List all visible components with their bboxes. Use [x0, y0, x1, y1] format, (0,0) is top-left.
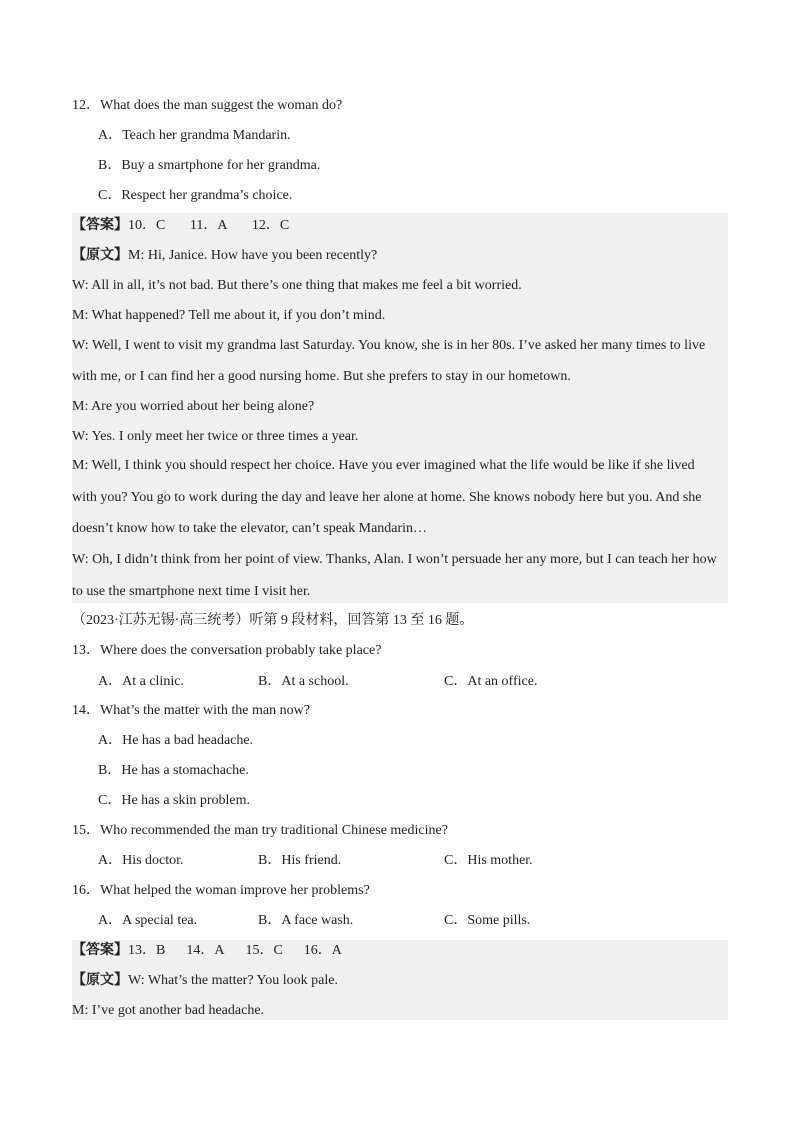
transcript-line: W: Well, I went to visit my grandma last Saturday. You know, she is in her 80s. I’ve asked her many times to live — [72, 338, 706, 353]
answer-line-2 — [72, 942, 342, 960]
transcript-line: with me, or I can find her a good nursing home. But she prefers to stay in our hometown. — [72, 369, 571, 384]
q16-option-a: A．A special tea. — [98, 913, 198, 928]
transcript-line: M: What happened? Tell me about it, if you don’t mind. — [72, 308, 386, 323]
q15-option-b: B．His friend. — [258, 853, 342, 868]
transcript-tag: 【原文】 — [72, 248, 128, 263]
q14-option-a: A．He has a bad headache. — [98, 733, 254, 748]
q13-option-b: B．At a school. — [258, 674, 349, 689]
q14-option-c: C．He has a skin problem. — [98, 793, 251, 808]
transcript-line: M: Are you worried about her being alone? — [72, 399, 315, 414]
q14-option-b: B．He has a stomachache. — [98, 763, 249, 778]
question-12: 12．What does the man suggest the woman do? — [72, 98, 343, 113]
q12-option-c: C．Respect her grandma’s choice. — [98, 188, 293, 203]
transcript-line: with you? You go to work during the day and leave her alone at home. She knows nobody here but you. And she — [72, 490, 702, 505]
question-14: 14．What’s the matter with the man now? — [72, 703, 310, 718]
transcript-line: W: All in all, it’s not bad. But there’s one thing that makes me feel a bit worried. — [72, 278, 522, 293]
transcript-line-2 — [72, 972, 338, 990]
answer-line-1 — [72, 217, 289, 235]
transcript-line: to use the smartphone next time I visit her. — [72, 584, 311, 599]
q12-option-b: B．Buy a smartphone for her grandma. — [98, 158, 321, 173]
transcript-line: W: Yes. I only meet her twice or three times a year. — [72, 429, 359, 444]
q16-option-b: B．A face wash. — [258, 913, 354, 928]
transcript-line-1 — [72, 247, 377, 265]
transcript-line: doesn’t know how to take the elevator, can’t speak Mandarin… — [72, 521, 428, 536]
answer-tag: 【答案】 — [72, 943, 128, 958]
transcript-text: M: Hi, Janice. How have you been recently? — [128, 248, 378, 263]
answer-tag: 【答案】 — [72, 218, 128, 233]
section-header: （2023·江苏无锡·高三统考）听第 9 段材料，回答第 13 至 16 题。 — [72, 613, 474, 628]
question-16: 16．What helped the woman improve her problems? — [72, 883, 370, 898]
transcript-line: M: I’ve got another bad headache. — [72, 1003, 265, 1018]
question-13: 13．Where does the conversation probably take place? — [72, 643, 382, 658]
transcript-line: M: Well, I think you should respect her choice. Have you ever imagined what the life would be like if she lived — [72, 458, 695, 473]
q15-option-a: A．His doctor. — [98, 853, 184, 868]
transcript-line: W: Oh, I didn’t think from her point of view. Thanks, Alan. I won’t persuade her any more, but I can teach her how — [72, 552, 717, 567]
q15-option-c: C．His mother. — [444, 853, 533, 868]
answer-text: 10．C 11．A 12．C — [128, 218, 290, 233]
question-15: 15．Who recommended the man try traditional Chinese medicine? — [72, 823, 448, 838]
transcript-tag: 【原文】 — [72, 973, 128, 988]
q16-option-c: C．Some pills. — [444, 913, 531, 928]
q12-option-a: A．Teach her grandma Mandarin. — [98, 128, 291, 143]
transcript-text: W: What’s the matter? You look pale. — [128, 973, 338, 988]
answer-text: 13．B 14．A 15．C 16．A — [128, 943, 342, 958]
q13-option-a: A．At a clinic. — [98, 674, 184, 689]
q13-option-c: C．At an office. — [444, 674, 538, 689]
